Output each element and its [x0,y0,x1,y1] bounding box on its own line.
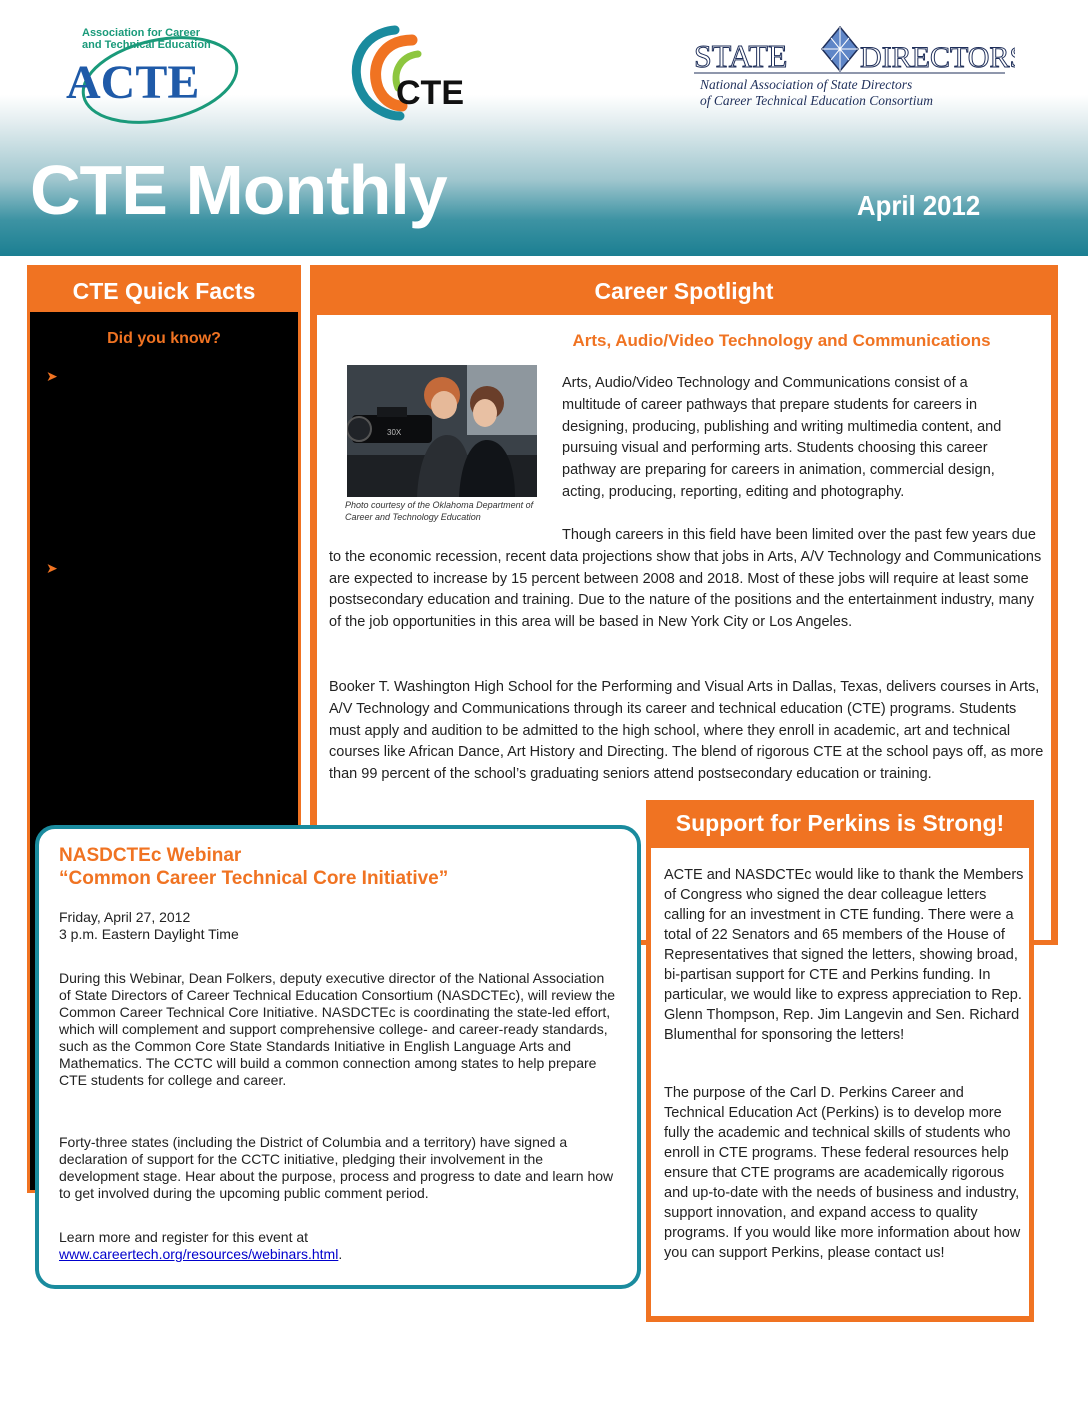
perkins-panel [646,800,1034,1322]
perkins-paragraph-1: ACTE and NASDCTEc would like to thank the Members of Congress who signed the dear colleague letters calling for an investment in CTE funding. There were a total of 22 Senators and 65 members of the House of Representatives that signed the letters, showing broad, bi-partisan support for CTE and Perkins funding. In particular, we would like to express appreciation to Rep. Glenn Thompson, Rep. Jim Langevin and Sen. Richard Blumenthal for sponsoring the letters! [664,867,1024,1043]
state-directors-logo [690,25,1015,115]
spotlight-paragraph-2: Though careers in this field have been limited over the past few years due to the economic recession, recent data projections show that jobs in Arts, A/V Technology and Communications are expected to increase by 15 percent between 2008 and 2018. Most of these jobs will require at least some postsecondary education and training. Due to the nature of the positions and the entertainment industry, many of the job opportunities in this area will be based in New York City or Los Angeles. [329,527,1042,631]
spotlight-paragraph-3: Booker T. Washington High School for the Performing and Visual Arts in Dallas, Texas, delivers courses in Arts, A/V Technology and Communications through its career and technical education (CTE) programs. Students must apply and audition to be admitted to the high school, where they enroll in academic, art and technical courses like African Dance, Art History and Directing. The blend of rigorous CTE at the school pays off, as more than 99 percent of the school’s graduating seniors attend postsecondary education or training. [329,679,1044,783]
acte-logo-line1: Association for Career [82,27,200,39]
newsletter-title: CTE Monthly [30,151,447,229]
spotlight-photo [347,365,537,497]
webinar-link-suffix: . [338,1246,343,1262]
cte-logo [340,18,480,123]
chevron-right-icon: ➤ [46,560,58,576]
perkins-heading: Support for Perkins is Strong! [675,810,1005,836]
perkins-body [651,848,1029,1316]
webinar-time: 3 p.m. Eastern Daylight Time [59,926,239,942]
perkins-paragraph-2: The purpose of the Carl D. Perkins Career and Technical Education Act (Perkins) is to develop more fully the academic and technical skills of students who enroll in CTE programs. These federal resources help ensure that CTE programs are academically rigorous and up-to-date with the needs of business and industry, support innovation, and expand access to quality programs. If you would like more information about how you can support Perkins, please contact us! [664,1085,1021,1261]
sd-logo-left: STATE [694,38,788,74]
career-spotlight-subheading: Arts, Audio/Video Technology and Communications [572,331,991,350]
acte-logo-mark: ACTE [66,56,200,109]
webinar-panel [35,825,641,1289]
webinar-subtitle: “Common Career Technical Core Initiative” [59,868,449,889]
webinar-paragraph-2: Forty-three states (including the District of Columbia and a territory) have signed a declaration of support for the CCTC initiative, pledging their involvement in the development stage. Hear about the purpose, process and progress to date and learn how to get involved during the upcoming public comment period. [59,1134,614,1201]
webinar-learn-more: Learn more and register for this event at [59,1229,309,1245]
cte-swirl-icon [340,18,480,123]
acte-swoosh-icon [60,20,245,130]
quick-facts-heading: CTE Quick Facts [30,268,298,312]
state-directors-mark-icon [690,25,1015,115]
sd-logo-line1: National Association of State Directors [700,77,913,92]
webinar-registration-link[interactable]: www.careertech.org/resources/webinars.html [59,1246,339,1262]
newsletter-header [0,0,1088,256]
webinar-paragraph-1: During this Webinar, Dean Folkers, deputy executive director of the National Association of State Directors of Career Technical Education Consortium (NASDCTEc), will review the Common Career Technical Core Initiative. NASDCTEc is coordinating the state-led effort, which will complement and support comprehensive college- and career-ready standards, such as the Common Core State Standards Initiative in English Language Arts and Mathematics. The CCTC will build a common connection among states to help prepare CTE students for college and career. [59,970,616,1088]
spotlight-paragraph-1: Arts, Audio/Video Technology and Communications consist of a multitude of career pathways that prepare students for careers in designing, producing, publishing and writing multimedia content, and pursuing visual and performing arts. Students choosing this career pathway are preparing for careers in animation, commercial design, acting, producing, reporting, editing and photography. [562,375,1002,500]
sd-logo-right: DIRECTORS [860,41,1015,74]
cte-logo-mark: CTE [396,74,464,112]
webinar-date: Friday, April 27, 2012 [59,909,191,925]
webinar-link-line [59,1246,342,1263]
svg-text:30X: 30X [387,428,402,437]
acte-logo [60,20,245,130]
photo-caption: Photo courtesy of the Oklahoma Department of Career and Technology Education [345,500,534,522]
sd-logo-line2: of Career Technical Education Consortium [700,93,933,108]
career-spotlight-heading: Career Spotlight [594,278,774,304]
webinar-title: NASDCTEc Webinar [59,845,242,866]
issue-date: April 2012 [857,190,981,221]
quick-facts-subheading: Did you know? [107,330,221,347]
chevron-right-icon: ➤ [46,368,58,384]
acte-logo-line2: and Technical Education [82,39,211,51]
video-camera-students-photo-icon [347,365,537,497]
